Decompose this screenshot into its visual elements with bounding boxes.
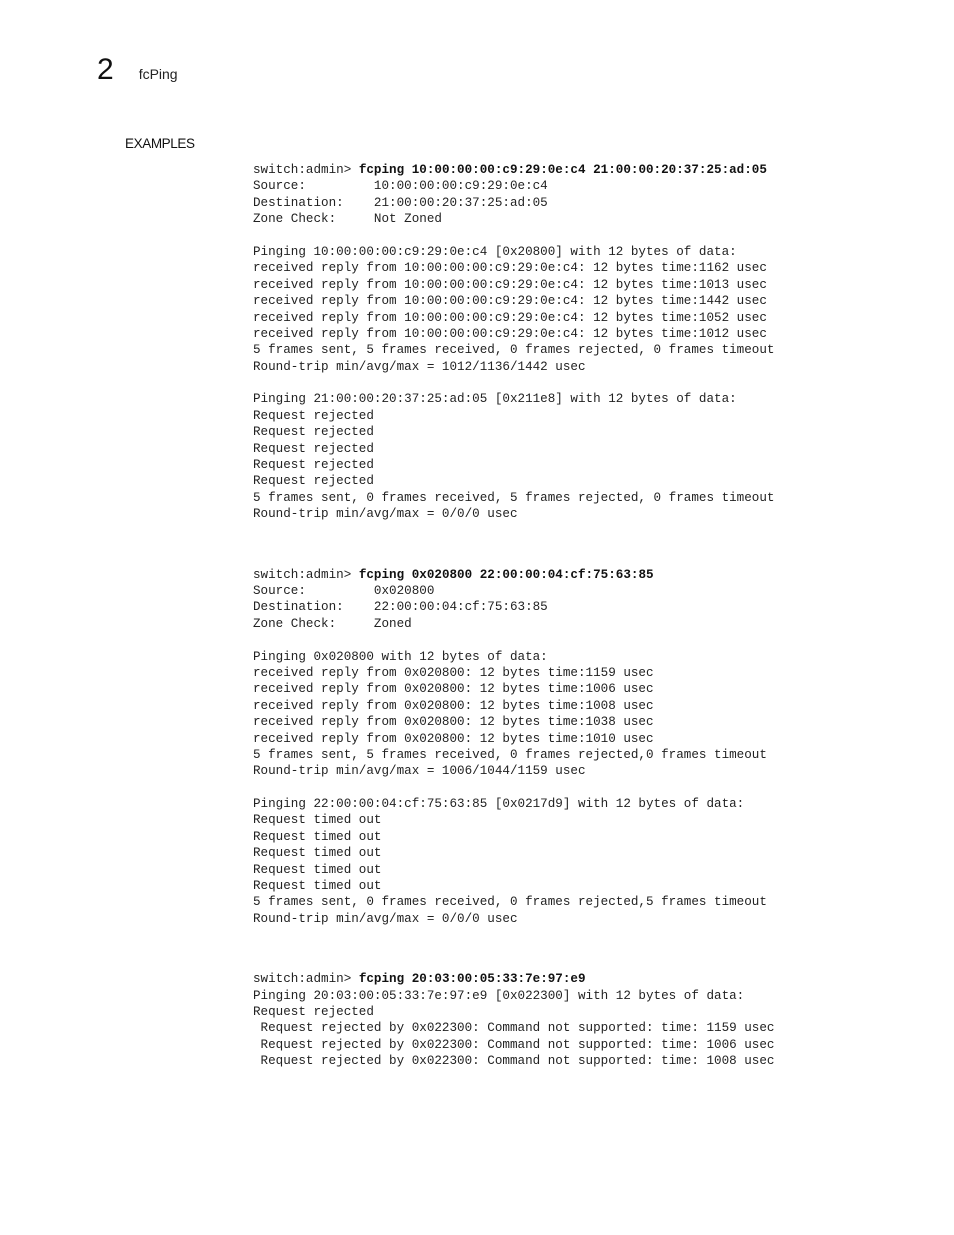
output-line: Request rejected by 0x022300: Command not supported: time: 1008 usec — [253, 1054, 775, 1069]
output-line: 5 frames sent, 5 frames received, 0 frames rejected, 0 frames timeout — [253, 343, 775, 358]
output-line: Request timed out — [253, 829, 382, 844]
blank-line — [253, 780, 933, 796]
command-text: fcping 0x020800 22:00:00:04:cf:75:63:85 — [358, 567, 654, 582]
code-example — [253, 162, 933, 523]
output-line: received reply from 10:00:00:00:c9:29:0e:c4: 12 bytes time:1442 usec — [253, 294, 767, 309]
command-prompt: switch:admin> — [253, 567, 359, 582]
output-line: received reply from 0x020800: 12 bytes time:1038 usec — [253, 715, 654, 730]
command-text: fcping 20:03:00:05:33:7e:97:e9 — [358, 972, 586, 987]
command-line — [253, 567, 933, 583]
blank-line — [253, 228, 933, 244]
chapter-number: 2 — [97, 53, 114, 86]
output-line: Pinging 0x020800 with 12 bytes of data: — [253, 649, 548, 664]
code-example — [253, 971, 933, 1069]
output-line: Request timed out — [253, 879, 382, 894]
output-line: received reply from 0x020800: 12 bytes time:1159 usec — [253, 665, 654, 680]
output-line: received reply from 10:00:00:00:c9:29:0e:c4: 12 bytes time:1013 usec — [253, 277, 767, 292]
example-spacer — [253, 523, 933, 567]
output-line: 5 frames sent, 0 frames received, 0 frames rejected,5 frames timeout — [253, 895, 767, 910]
output-line: 5 frames sent, 5 frames received, 0 frames rejected,0 frames timeout — [253, 747, 767, 762]
output-line: Round-trip min/avg/max = 1012/1136/1442 usec — [253, 359, 586, 374]
output-line: 5 frames sent, 0 frames received, 5 frames rejected, 0 frames timeout — [253, 490, 775, 505]
code-examples — [253, 162, 933, 1070]
output-line: Request rejected — [253, 1004, 374, 1019]
output-line: received reply from 0x020800: 12 bytes time:1008 usec — [253, 698, 654, 713]
example-spacer — [253, 927, 933, 971]
output-line: Request rejected — [253, 458, 374, 473]
command-line — [253, 971, 933, 987]
output-line: Pinging 20:03:00:05:33:7e:97:e9 [0x022300] with 12 bytes of data: — [253, 988, 745, 1003]
output-line: Request rejected — [253, 408, 374, 423]
output-line: Pinging 10:00:00:00:c9:29:0e:c4 [0x20800] with 12 bytes of data: — [253, 244, 737, 259]
output-line: Round-trip min/avg/max = 0/0/0 usec — [253, 507, 518, 522]
output-line: Request rejected by 0x022300: Command not supported: time: 1006 usec — [253, 1037, 775, 1052]
output-line: Source: 0x020800 — [253, 583, 435, 598]
output-line: Zone Check: Not Zoned — [253, 212, 442, 227]
output-line: Round-trip min/avg/max = 0/0/0 usec — [253, 911, 518, 926]
output-line: received reply from 0x020800: 12 bytes time:1006 usec — [253, 682, 654, 697]
output-line: Request timed out — [253, 846, 382, 861]
code-example — [253, 567, 933, 928]
output-line: received reply from 0x020800: 12 bytes time:1010 usec — [253, 731, 654, 746]
blank-line — [253, 375, 933, 391]
output-line: Request rejected — [253, 474, 374, 489]
output-line: received reply from 10:00:00:00:c9:29:0e:c4: 12 bytes time:1052 usec — [253, 310, 767, 325]
command-prompt: switch:admin> — [253, 163, 359, 177]
output-line: received reply from 10:00:00:00:c9:29:0e:c4: 12 bytes time:1012 usec — [253, 326, 767, 341]
output-line: Request timed out — [253, 862, 382, 877]
output-line: Destination: 21:00:00:20:37:25:ad:05 — [253, 195, 548, 210]
command-text: fcping 10:00:00:00:c9:29:0e:c4 21:00:00:20:37:25:ad:05 — [358, 163, 767, 177]
section-heading: EXAMPLES — [125, 136, 195, 151]
command-prompt: switch:admin> — [253, 972, 359, 987]
output-line: Request rejected by 0x022300: Command not supported: time: 1159 usec — [253, 1021, 775, 1036]
chapter-title: fcPing — [138, 66, 178, 82]
output-line: Destination: 22:00:00:04:cf:75:63:85 — [253, 600, 548, 615]
output-line: Round-trip min/avg/max = 1006/1044/1159 usec — [253, 764, 586, 779]
output-line: Request rejected — [253, 441, 374, 456]
command-line — [253, 162, 933, 178]
output-line: received reply from 10:00:00:00:c9:29:0e:c4: 12 bytes time:1162 usec — [253, 261, 767, 276]
page-header — [97, 52, 178, 88]
output-line: Request timed out — [253, 813, 382, 828]
output-line: Request rejected — [253, 425, 374, 440]
output-line: Source: 10:00:00:00:c9:29:0e:c4 — [253, 179, 548, 194]
output-line: Pinging 22:00:00:04:cf:75:63:85 [0x0217d9] with 12 bytes of data: — [253, 797, 745, 812]
blank-line — [253, 632, 933, 648]
output-line: Pinging 21:00:00:20:37:25:ad:05 [0x211e8] with 12 bytes of data: — [253, 392, 737, 407]
output-line: Zone Check: Zoned — [253, 616, 412, 631]
